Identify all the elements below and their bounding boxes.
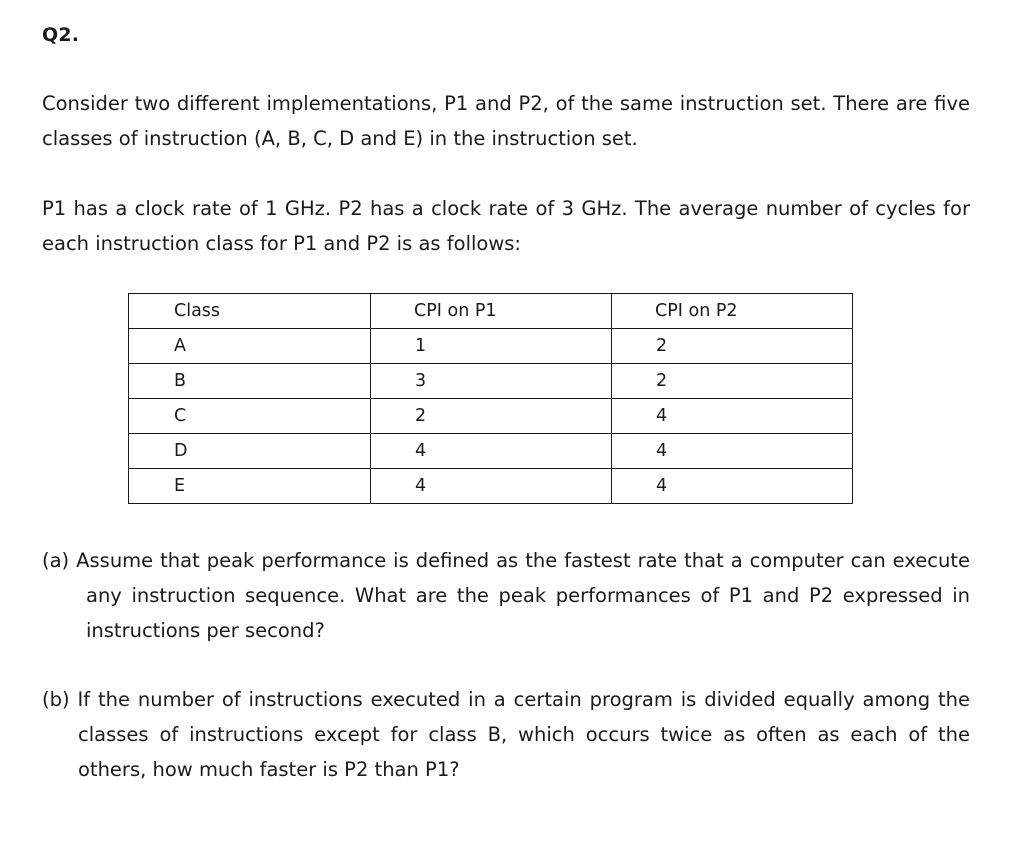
cell-cpi-p1: 2 [371, 399, 612, 434]
table-row [129, 469, 853, 504]
table-row [129, 399, 853, 434]
header-cpi-p1: CPI on P1 [371, 294, 612, 329]
table-row [129, 434, 853, 469]
table-row [129, 329, 853, 364]
cell-class: A [129, 329, 371, 364]
table-row [129, 364, 853, 399]
intro-paragraph: Consider two different implementations, P1 and P2, of the same instruction set. There are five classes of instruction (A, B, C, D and E) in the instruction set. [42, 92, 970, 150]
question-a-text: Assume that peak performance is defined as the fastest rate that a computer can execute any instruction sequence. What are the peak performances of P1 and P2 expressed in instructions per second? [76, 549, 971, 642]
question-b-text: If the number of instructions executed in a certain program is divided equally among the classes of instructions except for class B, which occurs twice as often as each of the others, how much faster is P2 than P1? [77, 688, 970, 781]
cell-cpi-p2: 4 [612, 399, 853, 434]
cell-class: E [129, 469, 371, 504]
clock-rate-paragraph: P1 has a clock rate of 1 GHz. P2 has a clock rate of 3 GHz. The average number of cycles for each instruction class for P1 and P2 is as follows: [42, 197, 970, 255]
cell-cpi-p2: 2 [612, 364, 853, 399]
cell-class: D [129, 434, 371, 469]
cell-cpi-p1: 4 [371, 434, 612, 469]
cell-cpi-p1: 3 [371, 364, 612, 399]
header-class: Class [129, 294, 371, 329]
cell-class: C [129, 399, 371, 434]
question-a-label: (a) [42, 549, 70, 572]
question-b [42, 682, 970, 787]
question-b-label: (b) [42, 688, 70, 711]
question-a [42, 543, 970, 648]
cpi-table [128, 293, 853, 504]
cell-cpi-p1: 1 [371, 329, 612, 364]
header-cpi-p2: CPI on P2 [612, 294, 853, 329]
question-b-body [42, 682, 970, 787]
cell-cpi-p2: 2 [612, 329, 853, 364]
cell-cpi-p2: 4 [612, 469, 853, 504]
question-heading: Q2. [42, 24, 80, 46]
cell-class: B [129, 364, 371, 399]
cell-cpi-p1: 4 [371, 469, 612, 504]
question-a-body [42, 543, 970, 648]
cell-cpi-p2: 4 [612, 434, 853, 469]
table-header-row [129, 294, 853, 329]
